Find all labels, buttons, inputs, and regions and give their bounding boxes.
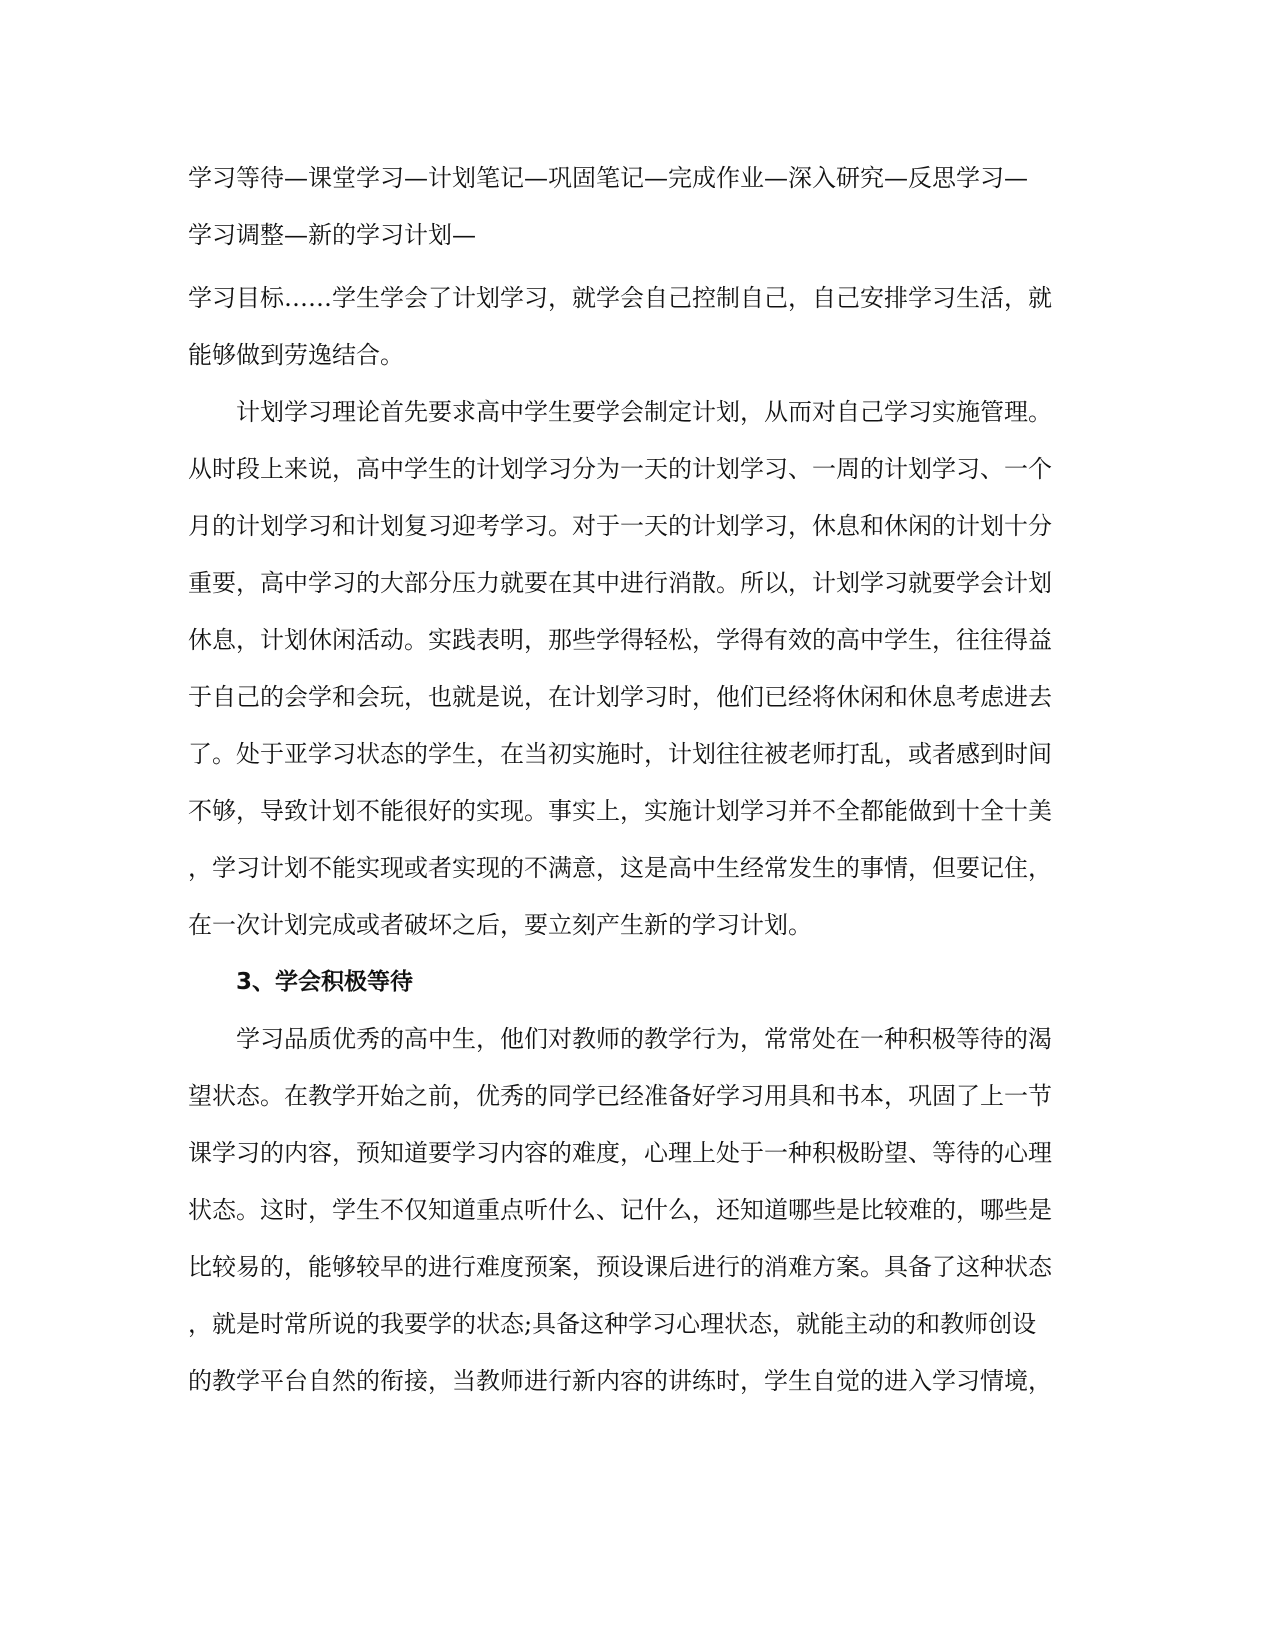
text-line: 状态。这时，学生不仅知道重点听什么、记什么，还知道哪些是比较难的，哪些是 — [188, 1196, 1052, 1224]
text-line: 了。处于亚学习状态的学生，在当初实施时，计划往往被老师打乱，或者感到时间 — [188, 740, 1052, 768]
text-line: 能够做到劳逸结合。 — [188, 341, 404, 369]
text-line: 休息，计划休闲活动。实践表明，那些学得轻松，学得有效的高中学生，往往得益 — [188, 626, 1052, 654]
text-line: 课学习的内容，预知道要学习内容的难度，心理上处于一种积极盼望、等待的心理 — [188, 1139, 1052, 1167]
text-line: 从时段上来说，高中学生的计划学习分为一天的计划学习、一周的计划学习、一个 — [188, 455, 1052, 483]
text-line: 于自己的会学和会玩，也就是说，在计划学习时，他们已经将休闲和休息考虑进去 — [188, 683, 1052, 711]
text-line: 望状态。在教学开始之前，优秀的同学已经准备好学习用具和书本，巩固了上一节 — [188, 1082, 1052, 1110]
text-line: 不够，导致计划不能很好的实现。事实上，实施计划学习并不全都能做到十全十美 — [188, 797, 1052, 825]
text-line: ，就是时常所说的我要学的状态;具备这种学习心理状态，就能主动的和教师创设 — [188, 1310, 1037, 1338]
section-heading: 3、学会积极等待 — [236, 969, 414, 995]
text-line: 学习目标……学生学会了计划学习，就学会自己控制自己，自己安排学习生活，就 — [188, 284, 1052, 312]
text-line: 的教学平台自然的衔接，当教师进行新内容的讲练时，学生自觉的进入学习情境， — [188, 1367, 1052, 1395]
text-line: 在一次计划完成或者破坏之后，要立刻产生新的学习计划。 — [188, 911, 812, 939]
paragraph-start-line: 计划学习理论首先要求高中学生要学会制定计划，从而对自己学习实施管理。 — [236, 398, 1052, 426]
text-line: ，学习计划不能实现或者实现的不满意，这是高中生经常发生的事情，但要记住， — [188, 854, 1052, 882]
text-line: 学习等待—课堂学习—计划笔记—巩固笔记—完成作业—深入研究—反思学习— — [188, 164, 1028, 192]
paragraph-start-line: 学习品质优秀的高中生，他们对教师的教学行为，常常处在一种积极等待的渴 — [236, 1025, 1052, 1053]
text-line: 重要，高中学习的大部分压力就要在其中进行消散。所以，计划学习就要学会计划 — [188, 569, 1052, 597]
text-line: 月的计划学习和计划复习迎考学习。对于一天的计划学习，休息和休闲的计划十分 — [188, 512, 1052, 540]
text-line: 比较易的，能够较早的进行难度预案，预设课后进行的消难方案。具备了这种状态 — [188, 1253, 1052, 1281]
text-line: 学习调整—新的学习计划— — [188, 221, 476, 249]
